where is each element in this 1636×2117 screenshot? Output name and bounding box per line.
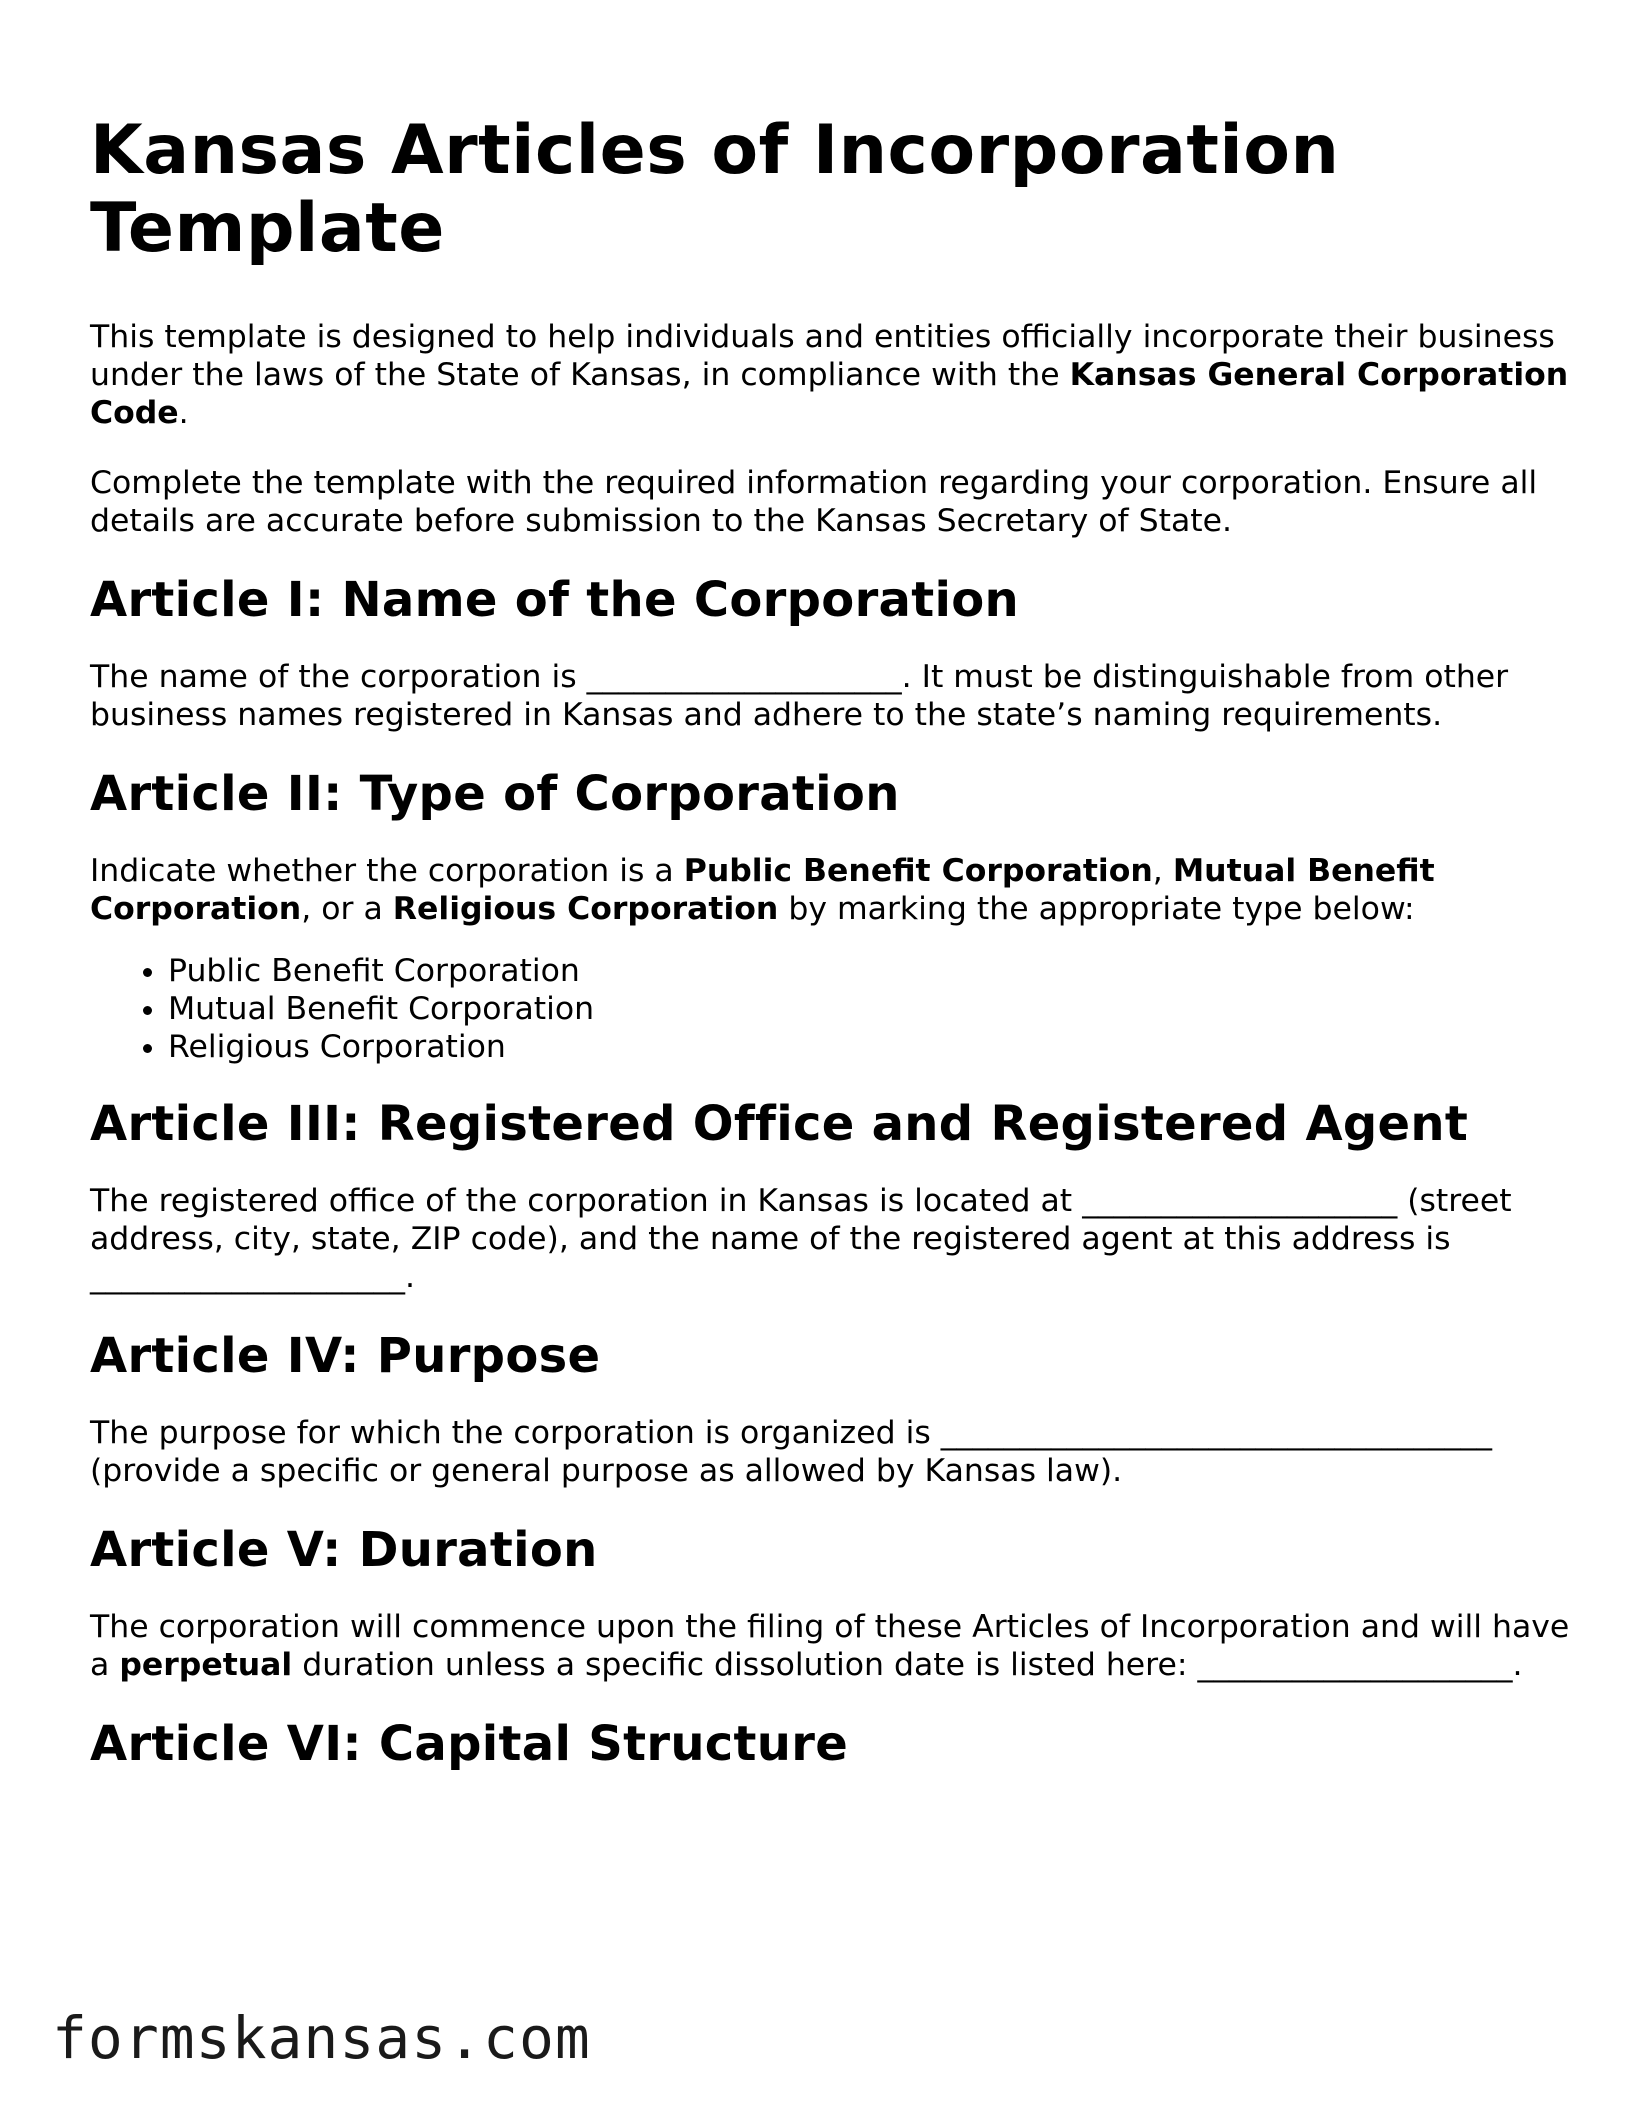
article-4-text: The purpose for which the corporation is organized is ___________________________________ (provide a specific or general purpose as allowed by Kansas law). <box>90 1415 1493 1489</box>
article-3-heading: Article III: Registered Office and Registered Agent <box>90 1096 1469 1152</box>
article-2-section <box>90 766 1570 1066</box>
article-6-heading: Article VI: Capital Structure <box>90 1716 849 1772</box>
article-5-text: The corporation will commence upon the filing of these Articles of Incorporation and will have a perpetual duration unless a specific dissolution date is listed here: ____________________. <box>90 1609 1570 1683</box>
list-item: • Religious Corporation <box>168 1028 1570 1066</box>
corporation-name-blank[interactable]: ____________________ <box>586 659 902 695</box>
article-6-section <box>90 1716 1570 1772</box>
list-item: • Public Benefit Corporation <box>168 952 1570 990</box>
document-page <box>90 112 1570 1802</box>
intro-paragraph-1: This template is designed to help individuals and entities officially incorporate their business under the laws of the State of Kansas, in compliance with the Kansas General Corporation Code. <box>90 319 1569 431</box>
article-1-heading: Article I: Name of the Corporation <box>90 572 1019 628</box>
corporation-type-list <box>90 952 1570 1066</box>
article-5-section <box>90 1522 1570 1684</box>
article-2-text: Indicate whether the corporation is a Public Benefit Corporation, Mutual Benefit Corporation, or a Religious Corporation by marking the appropriate type below: <box>90 853 1435 927</box>
article-2-heading: Article II: Type of Corporation <box>90 766 900 822</box>
registered-agent-blank[interactable]: ____________________ <box>90 1259 405 1295</box>
list-item: • Mutual Benefit Corporation <box>168 990 1570 1028</box>
article-4-heading: Article IV: Purpose <box>90 1328 601 1384</box>
page-title: Kansas Articles of Incorporation Template <box>90 111 1340 268</box>
intro-paragraph-2: Complete the template with the required information regarding your corporation. Ensure all details are accurate before submission to the Kansas Secretary of State. <box>90 465 1538 539</box>
dissolution-date-blank[interactable]: ____________________ <box>1197 1647 1513 1683</box>
code-name: Kansas General Corporation Code <box>90 357 1569 431</box>
article-3-text: The registered office of the corporation in Kansas is located at ____________________ (street address, city, state, ZIP code), and the name of the registered agent at this address is ____________________. <box>90 1183 1512 1295</box>
article-4-section <box>90 1328 1570 1490</box>
registered-office-blank[interactable]: ____________________ <box>1082 1183 1398 1219</box>
article-1-section <box>90 572 1570 734</box>
site-watermark: formskansas.com <box>52 2004 591 2072</box>
article-1-text: The name of the corporation is ____________________. It must be distinguishable from other business names registered in Kansas and adhere to the state’s naming requirements. <box>90 659 1509 733</box>
article-5-heading: Article V: Duration <box>90 1522 598 1578</box>
purpose-blank[interactable]: ___________________________________ <box>940 1415 1493 1451</box>
article-3-section <box>90 1096 1570 1296</box>
